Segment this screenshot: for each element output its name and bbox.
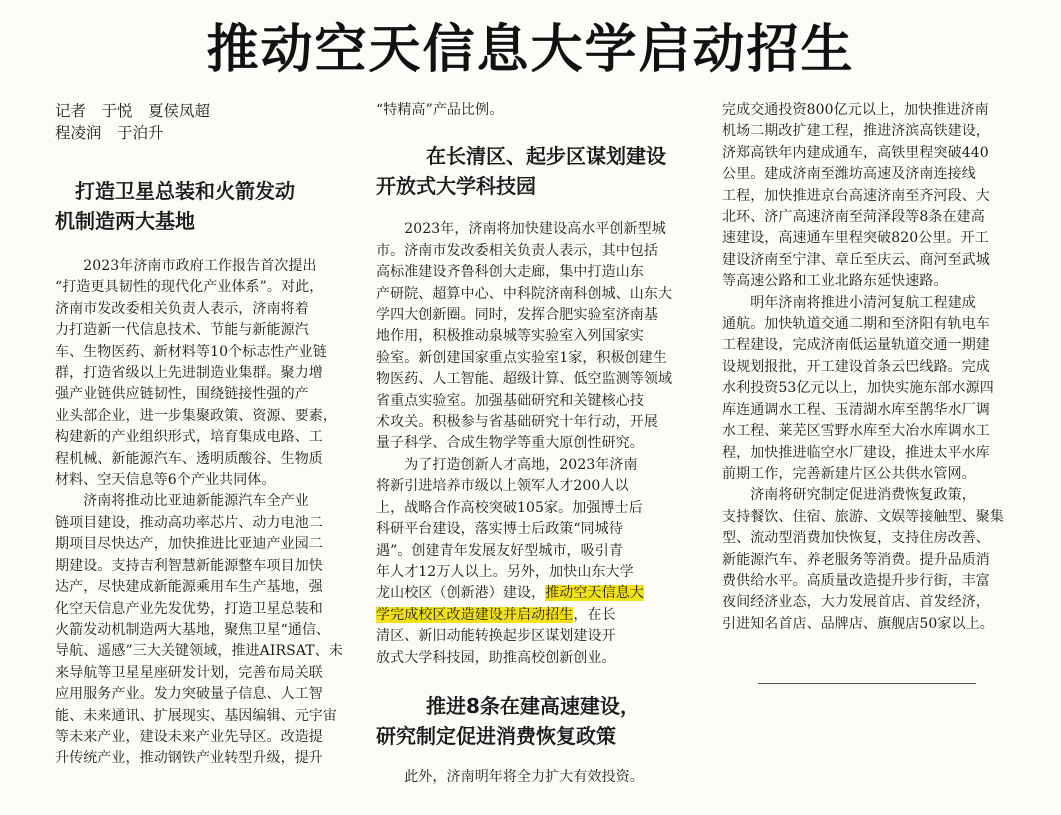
end-rule [758, 683, 976, 684]
headline: 推动空天信息大学启动招生 [206, 20, 855, 80]
column-1 [55, 100, 375, 770]
subhead-highway-consumption: 推进8条在建高速建设， 研究制定促进消费恢复政策 [376, 693, 640, 748]
subhead-science-park: 在长清区、起步区谋划建设 开放式大学科技园 [376, 144, 666, 199]
highlight-university-line1: 推动空天信息大 [545, 585, 644, 602]
paragraph-consumption: 济南将研究制定促进消费恢复政策， 支持餐饮、住宿、旅游、文娱等接触型、聚集 型、流动型消费加快恢复，支持住房改善、 新能源汽车、养老服务等消费。提升品质消 费供给水平。高质量改造提升步行街，丰富 夜间经济业态，大力发展首店、首发经济， 引进知名首店、品牌店、旗舰店50家以上。 [722, 487, 1004, 632]
talent-text-before: 为了打造创新人才高地，2023年济南 将新引进培养市级以上领军人才200人以 上，战略合作高校突破105家。加强博士后 科研平台建设，落实博士后政策“同城待 遇”。创建青年发展友好型城市，吸引青 年人才12万人以上。另外，加快山东大学 龙山校区（创新港）建设， [376, 456, 643, 602]
paragraph-talent [376, 455, 696, 669]
subhead-satellite-bases: 打造卫星总装和火箭发动 机制造两大基地 [55, 179, 295, 233]
paragraph-industry-system: 2023年济南市政府工作报告首次提出 “打造更具韧性的现代化产业体系”。对此， 济南市发改委相关负责人表示，济南将着 力打造新一代信息技术、节能与新能源汽 车、生物医药、新材料等10个标志性产业链 群，打造省级以上先进制造业集群。聚力增 强产业链供应链韧性，围绕链接性强的产 业头部企业，进一步集聚政策、资源、要素， 构建新的产业组织形式，培育集成电路、工 程机械、新能源汽车、透明质酸谷、生物质 材料、空天信息等6个产业共同体。 [55, 258, 337, 489]
paragraph-rail-water: 明年济南将推进小清河复航工程建成 通航。加快轨道交通二期和至济阳有轨电车 工程建设，完成济南低运量轨道交通一期建 设规划报批，开工建设首条云巴线路。完成 水利投资53亿元以上，加快实施东部水源四 库连通调水工程、玉清湖水库至鹊华水厂调 水工程、莱芜区雪野水库至大冶水库调水工 程，加快推进临空水厂建设，推进太平水库 前期工作，完善新建片区公共供水管网。 [722, 294, 994, 482]
highlight-university-line2: 学完成校区改造建设并启动招生 [376, 606, 574, 623]
paragraph-innovation-city: 2023年，济南将加快建设高水平创新型城 市。济南市发改委相关负责人表示，其中包括 高标准建设齐鲁科创大走廊，集中打造山东 产研院、超算中心、中科院济南科创城、山东大 学四大创新圈。同时，发挥合肥实验室济南基 地作用，积极推动泉城等实验室入列国家实 验室。新创建国家重点实验室1家，积极创建生 物医药、人工智能、超级计算、低空监测等领域 省重点实验室。加强基础研究和关键核心技 术攻关。积极参与省基础研究十年行动，开展 量子科学、合成生物学等重大原创性研究。 [376, 221, 673, 452]
paragraph-byd-satellite: 济南将推动比亚迪新能源汽车全产业 链项目建设，推动高功率芯片、动力电池二 期项目尽快达产，加快推进比亚迪产业园二 期建设。支持吉利智慧新能源整车项目加快 达产，尽快建成新能源乘用车生产基地，强 化空天信息产业先发优势，打造卫星总装和 火箭发动机制造两大基地，聚焦卫星“通信、 导航、遥感”三大关键领域，推进AIRSAT、未 来导航等卫星星座研发计划，完善布局关联 应用服务产业。发力突破量子信息、人工智 能、未来通讯、扩展现实、基因编辑、元宇宙 等未来产业，建设未来产业先导区。改造提 升传统产业，推动钢铁产业转型升级，提升 [55, 493, 343, 767]
column-3 [722, 100, 1042, 635]
paragraph-continuation: “特精高”产品比例。 [376, 102, 504, 118]
column-2 [376, 100, 696, 788]
byline: 记者 于悦 夏侯凤超 程凌润 于泊升 [55, 102, 211, 142]
paragraph-investment: 此外，济南明年将全力扩大有效投资。 [376, 768, 644, 785]
paragraph-transport: 完成交通投资800亿元以上，加快推进济南 机场二期改扩建工程，推进济滨高铁建设， 济郑高铁年内建成通车，高铁里程突破440 公里。建成济南至潍坊高速及济南连接线 工程，加快推进京台高速济南至齐河段、大 北环、济广高速济南至菏泽段等8条在建高 速建设，高速通车里程突破820公里。开工 建设济南至宁津、章丘至庆云、商河至武城 等高速公路和工业北路东延快速路。 [722, 102, 990, 290]
talent-text-after: ，在长 清区、新旧动能转换起步区谋划建设开 放式大学科技园，助推高校创新创业。 [376, 606, 616, 666]
